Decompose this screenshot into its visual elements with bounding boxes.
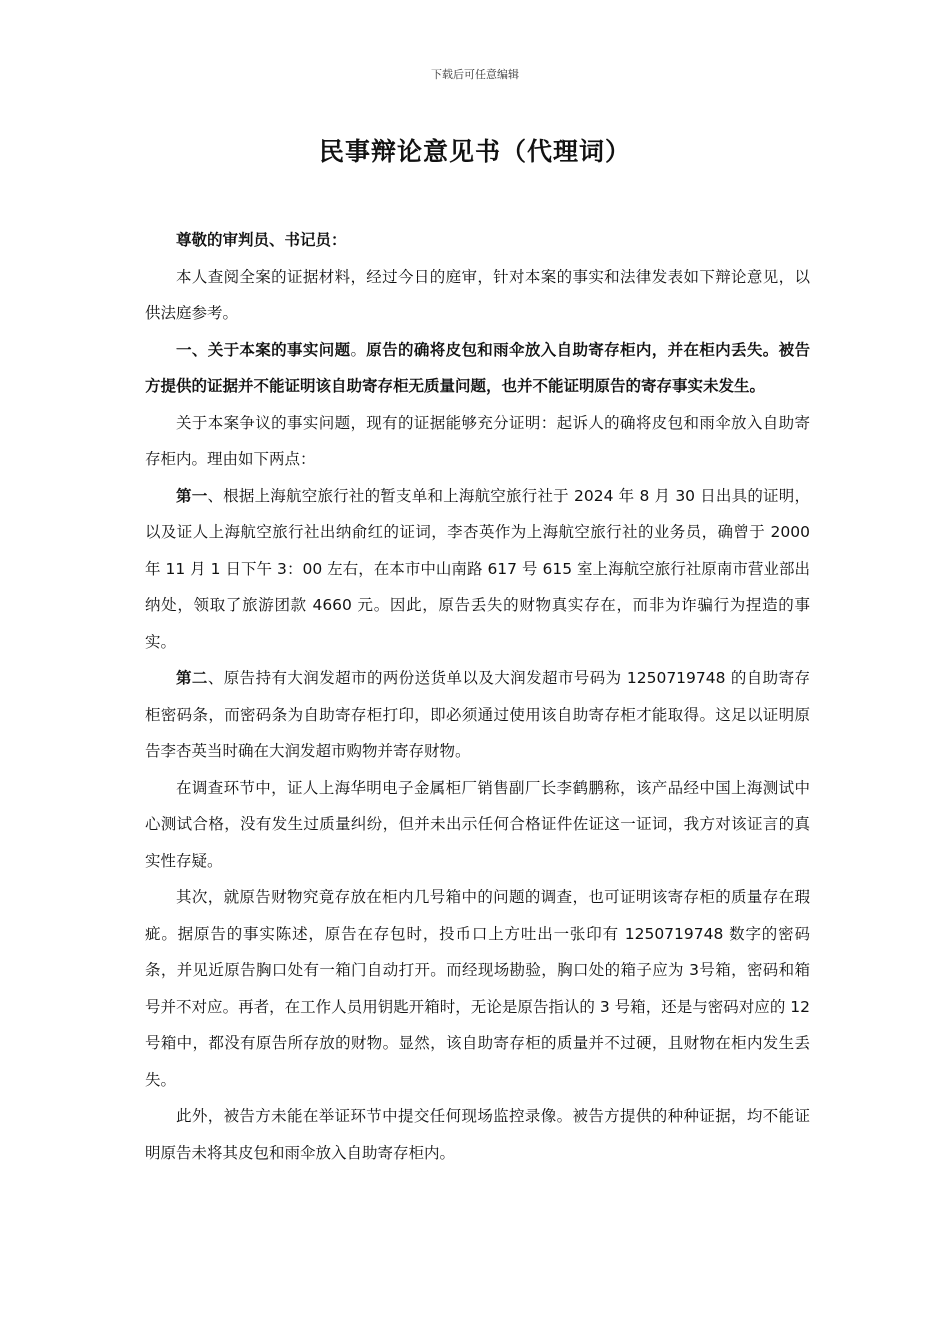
second-reason-paragraph — [145, 660, 810, 770]
first-reason-text: 、根据上海航空旅行社的暂支单和上海航空旅行社于 2024 年 8 月 30 日出具的证明，以及证人上海航空旅行社出纳俞红的证词，李杏英作为上海航空旅行社的业务员，确曾于 2000 年 11 月 1 日下午 3：00 左右，在本市中山南路 617 号 615 室上海航空旅行社原南市营业部出纳处，领取了旅游团款 4660 元。因此，原告丢失的财物真实存在，而非为诈骗行为捏造的事实。 — [145, 486, 810, 651]
point-one-separator: 。 — [350, 340, 367, 359]
salutation: 尊敬的审判员、书记员： — [176, 231, 347, 249]
besides-paragraph: 此外，被告方未能在举证环节中提交任何现场监控录像。被告方提供的种种证据，均不能证明原告未将其皮包和雨伞放入自助寄存柜内。 — [145, 1107, 810, 1162]
header-note: 下载后可任意编辑 — [431, 68, 519, 81]
first-reason-paragraph — [145, 478, 810, 661]
investigation-paragraph: 在调查环节中，证人上海华明电子金属柜厂销售副厂长李鹤鹏称，该产品经中国上海测试中心测试合格，没有发生过质量纠纷，但并未出示任何合格证件佐证这一证词，我方对该证言的真实性存疑。 — [145, 778, 810, 870]
secondly-paragraph: 其次，就原告财物究竟存放在柜内几号箱中的问题的调查，也可证明该寄存柜的质量存在瑕疵。据原告的事实陈述，原告在存包时，投币口上方吐出一张印有 1250719748 数字的密码条，并见近原告胸口处有一箱门自动打开。而经现场勘验，胸口处的箱子应为 3号箱，密码和箱号并不对应。再者，在工作人员用钥匙开箱时，无论是原告指认的 3 号箱，还是与密码对应的 12 号箱中，都没有原告所存放的财物。显然，该自助寄存柜的质量并不过硬，且财物在柜内发生丢失。 — [145, 888, 810, 1089]
second-reason-text: 、原告持有大润发超市的两份送货单以及大润发超市号码为 1250719748 的自助寄存柜密码条，而密码条为自助寄存柜打印，即必须通过使用该自助寄存柜才能取得。这足以证明原告李杏英当时确在大润发超市购物并寄存财物。 — [145, 669, 810, 760]
point-one-text: 原告的确将皮包和雨伞放入自助寄存柜内，并在柜内丢失。被告方提供的证据并不能证明该自助寄存柜无质量问题，也并不能证明原告的寄存事实未发生。 — [145, 340, 810, 395]
document-body — [145, 222, 810, 1171]
second-reason-label: 第二 — [176, 669, 208, 687]
point-one-paragraph — [145, 332, 810, 405]
intro-paragraph: 本人查阅全案的证据材料，经过今日的庭审，针对本案的事实和法律发表如下辩论意见，以供法庭参考。 — [145, 267, 810, 322]
first-reason-label: 第一 — [176, 486, 208, 505]
point-one-heading: 一、关于本案的事实问题 — [176, 340, 351, 359]
facts-paragraph: 关于本案争议的事实问题，现有的证据能够充分证明：起诉人的确将皮包和雨伞放入自助寄存柜内。理由如下两点： — [145, 413, 810, 468]
document-title: 民事辩论意见书（代理词） — [318, 137, 631, 166]
